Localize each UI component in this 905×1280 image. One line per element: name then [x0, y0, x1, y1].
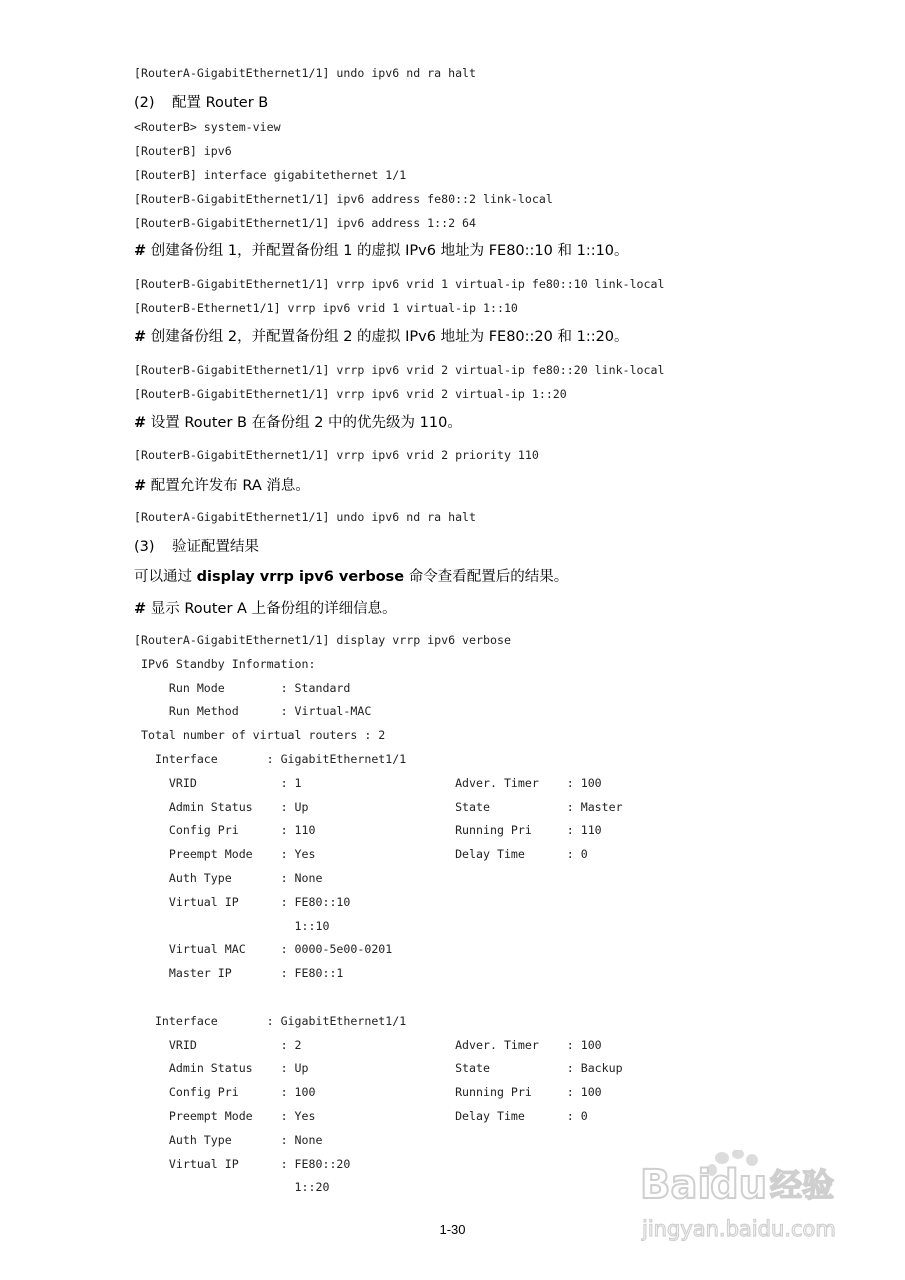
- output-line: Run Mode : Standard: [134, 680, 351, 695]
- step-heading: [134, 538, 259, 556]
- output-line: Auth Type : None: [134, 1132, 323, 1147]
- svg-text:经验: 经验: [770, 1166, 835, 1204]
- comment-line: [134, 328, 629, 346]
- comment-line: [134, 477, 310, 495]
- output-line: Config Pri : 100 Running Pri : 100: [134, 1085, 602, 1100]
- output-line: 1::20: [134, 1180, 330, 1195]
- output-line: [RouterA-GigabitEthernet1/1] display vrrp ipv6 verbose: [134, 633, 511, 647]
- output-line: VRID : 2 Adver. Timer : 100: [134, 1037, 602, 1052]
- output-line: IPv6 Standby Information:: [134, 656, 316, 671]
- step-title: 验证配置结果: [172, 539, 259, 555]
- output-line: Config Pri : 110 Running Pri : 110: [134, 823, 602, 838]
- comment-line: [134, 600, 397, 618]
- step-number: (3): [134, 539, 155, 555]
- output-line: Master IP : FE80::1: [134, 966, 344, 981]
- step-heading: [134, 94, 268, 112]
- output-line: Virtual MAC : 0000-5e00-0201: [134, 942, 393, 957]
- comment-marker: #: [134, 243, 147, 259]
- output-line: Virtual IP : FE80::10: [134, 894, 351, 909]
- comment-marker: #: [134, 415, 147, 431]
- code-line: [RouterB-GigabitEthernet1/1] vrrp ipv6 vrid 2 priority 110: [134, 448, 539, 462]
- code-line: [RouterB-GigabitEthernet1/1] ipv6 address fe80::2 link-local: [134, 192, 553, 206]
- code-line: <RouterB> system-view: [134, 120, 281, 134]
- svg-text:Bai: Bai: [640, 1162, 712, 1208]
- comment-text: 创建备份组 2，并配置备份组 2 的虚拟 IPv6 地址为 FE80::20 和 1::20。: [150, 329, 629, 345]
- paragraph-line: [134, 568, 568, 586]
- svg-text:jingyan.baidu.com: jingyan.baidu.com: [642, 1217, 836, 1241]
- output-line: Run Method : Virtual-MAC: [134, 704, 372, 719]
- output-line: Virtual IP : FE80::20: [134, 1156, 351, 1171]
- code-line: [RouterB] ipv6: [134, 144, 232, 158]
- code-line: [RouterB] interface gigabitethernet 1/1: [134, 168, 407, 182]
- code-line: [RouterB-GigabitEthernet1/1] vrrp ipv6 vrid 2 virtual-ip fe80::20 link-local: [134, 363, 665, 377]
- svg-text:du: du: [710, 1162, 768, 1208]
- comment-text: 创建备份组 1，并配置备份组 1 的虚拟 IPv6 地址为 FE80::10 和 1::10。: [150, 243, 629, 259]
- output-line: Interface : GigabitEthernet1/1: [134, 752, 407, 766]
- page-number: 1-30: [439, 1222, 466, 1237]
- comment-text: 设置 Router B 在备份组 2 中的优先级为 110。: [150, 415, 462, 431]
- comment-text: 配置允许发布 RA 消息。: [150, 478, 310, 494]
- output-line: Total number of virtual routers : 2: [134, 728, 386, 743]
- output-line: 1::10: [134, 918, 330, 933]
- step-title: 配置 Router B: [172, 95, 269, 111]
- output-line: Preempt Mode : Yes Delay Time : 0: [134, 847, 588, 862]
- code-line: [RouterB-GigabitEthernet1/1] ipv6 address 1::2 64: [134, 216, 477, 230]
- baidu-jingyan-watermark: [640, 1150, 880, 1250]
- output-line: VRID : 1 Adver. Timer : 100: [134, 775, 602, 790]
- comment-line: [134, 414, 462, 432]
- comment-text: 显示 Router A 上备份组的详细信息。: [150, 601, 397, 617]
- comment-line: [134, 242, 629, 260]
- code-line: [RouterB-GigabitEthernet1/1] vrrp ipv6 vrid 1 virtual-ip fe80::10 link-local: [134, 277, 665, 291]
- command-name: display vrrp ipv6 verbose: [196, 569, 405, 585]
- comment-marker: #: [134, 601, 147, 617]
- code-line: [RouterA-GigabitEthernet1/1] undo ipv6 nd ra halt: [134, 66, 477, 80]
- code-line: [RouterA-GigabitEthernet1/1] undo ipv6 nd ra halt: [134, 510, 477, 524]
- output-line: Interface : GigabitEthernet1/1: [134, 1013, 407, 1028]
- paragraph-text: 可以通过: [134, 569, 197, 585]
- output-line: Admin Status : Up State : Backup: [134, 1061, 623, 1076]
- code-line: [RouterB-GigabitEthernet1/1] vrrp ipv6 vrid 2 virtual-ip 1::20: [134, 387, 567, 401]
- output-line: Admin Status : Up State : Master: [134, 799, 623, 814]
- step-number: (2): [134, 95, 155, 111]
- paragraph-text: 命令查看配置后的结果。: [404, 569, 569, 585]
- code-line: [RouterB-Ethernet1/1] vrrp ipv6 vrid 1 virtual-ip 1::10: [134, 301, 518, 315]
- output-line: Preempt Mode : Yes Delay Time : 0: [134, 1109, 588, 1123]
- comment-marker: #: [134, 329, 147, 345]
- comment-marker: #: [134, 478, 147, 494]
- output-line: Auth Type : None: [134, 871, 323, 885]
